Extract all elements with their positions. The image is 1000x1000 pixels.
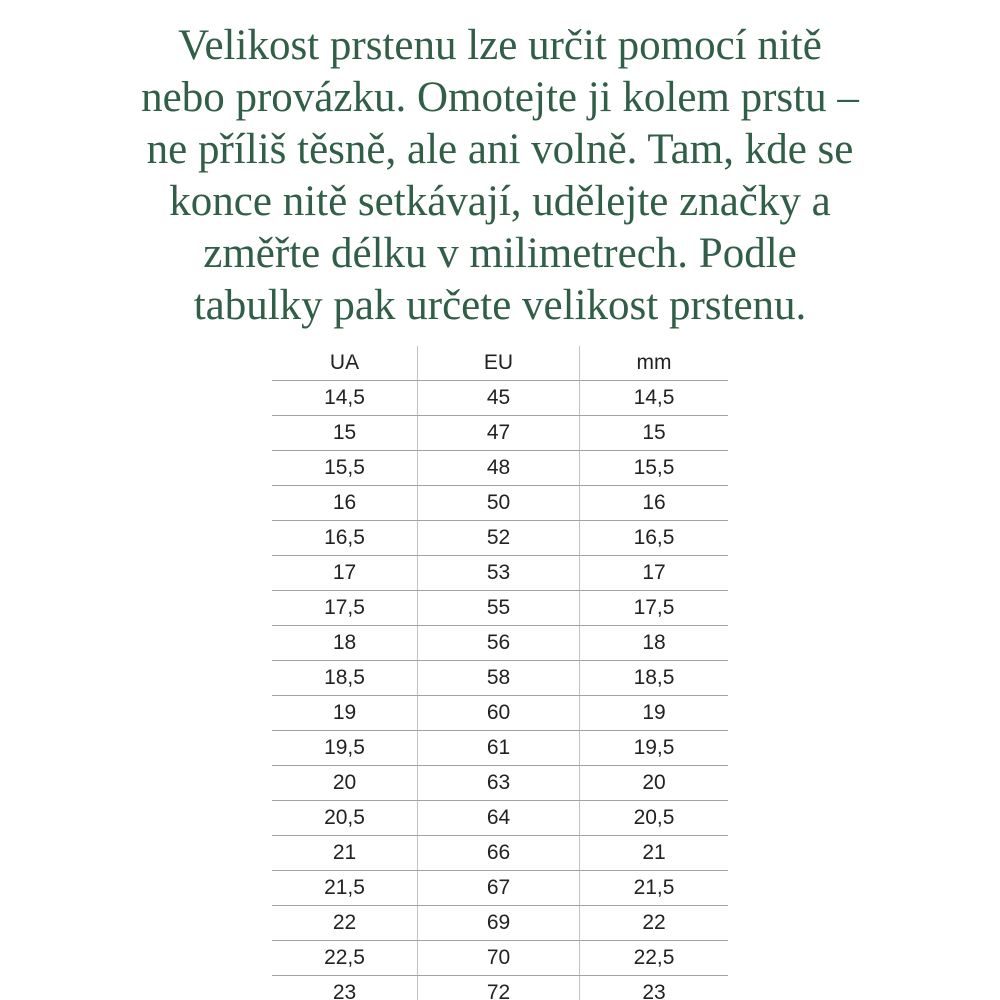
table-row: [272, 626, 728, 661]
table-cell: 17,5: [633, 596, 675, 619]
table-cell: 47: [418, 416, 580, 450]
table-cell: 22,5: [272, 941, 418, 975]
table-row: [272, 871, 728, 906]
table-row: [272, 836, 728, 871]
table-cell: 58: [418, 661, 580, 695]
table-cell: 18: [272, 626, 418, 660]
table-cell: 16: [642, 491, 666, 514]
table-cell: 22: [272, 906, 418, 940]
table-cell: 17: [642, 561, 666, 584]
table-cell: 66: [418, 836, 580, 870]
page: [0, 20, 1000, 1000]
header-cell-mm: mm: [636, 351, 672, 374]
table-cell: 19,5: [272, 731, 418, 765]
table-cell: 53: [418, 556, 580, 590]
table-header-row: [272, 346, 728, 381]
table-row: [272, 906, 728, 941]
table-cell: 48: [418, 451, 580, 485]
table-cell: 70: [418, 941, 580, 975]
table-cell: 14,5: [272, 381, 418, 415]
intro-line: nebo provázku. Omotejte ji kolem prstu –: [141, 74, 859, 121]
table-row: [272, 696, 728, 731]
intro-line: Velikost prstenu lze určit pomocí nitě: [178, 22, 822, 69]
table-cell: 22: [642, 911, 666, 934]
table-cell: 50: [418, 486, 580, 520]
table-cell: 15: [272, 416, 418, 450]
table-cell: 18,5: [272, 661, 418, 695]
table-row: [272, 486, 728, 521]
table-cell: 21: [272, 836, 418, 870]
table-cell: 21: [642, 841, 666, 864]
table-cell: 55: [418, 591, 580, 625]
header-cell-ua: UA: [272, 346, 418, 380]
table-cell: 72: [418, 976, 580, 1000]
table-cell: 23: [642, 981, 666, 1000]
table-row: [272, 381, 728, 416]
table-cell: 17,5: [272, 591, 418, 625]
table-row: [272, 941, 728, 976]
table-row: [272, 766, 728, 801]
table-cell: 60: [418, 696, 580, 730]
table-cell: 15,5: [633, 456, 675, 479]
table-cell: 19,5: [633, 736, 675, 759]
table-row: [272, 416, 728, 451]
table-row: [272, 976, 728, 1000]
table-cell: 52: [418, 521, 580, 555]
intro-line: konce nitě setkávají, udělejte značky a: [169, 178, 831, 225]
table-row: [272, 521, 728, 556]
table-cell: 20,5: [633, 806, 675, 829]
table-cell: 16,5: [633, 526, 675, 549]
table-row: [272, 661, 728, 696]
table-cell: 15: [642, 421, 666, 444]
table-cell: 19: [272, 696, 418, 730]
table-row: [272, 451, 728, 486]
size-table-body: [272, 381, 728, 1000]
table-cell: 20: [272, 766, 418, 800]
table-cell: 45: [418, 381, 580, 415]
intro-line: tabulky pak určete velikost prstenu.: [193, 282, 807, 329]
table-cell: 20,5: [272, 801, 418, 835]
table-cell: 16,5: [272, 521, 418, 555]
table-cell: 21,5: [633, 876, 675, 899]
header-cell-eu: EU: [418, 346, 580, 380]
table-cell: 64: [418, 801, 580, 835]
table-cell: 17: [272, 556, 418, 590]
table-cell: 14,5: [633, 386, 675, 409]
table-row: [272, 731, 728, 766]
table-cell: 20: [642, 771, 666, 794]
intro-line: ne příliš těsně, ale ani volně. Tam, kde se: [146, 126, 854, 173]
table-cell: 69: [418, 906, 580, 940]
table-cell: 61: [418, 731, 580, 765]
table-cell: 22,5: [633, 946, 675, 969]
table-cell: 67: [418, 871, 580, 905]
table-row: [272, 591, 728, 626]
table-cell: 18: [642, 631, 666, 654]
intro-line: změřte délku v milimetrech. Podle: [203, 230, 797, 277]
table-cell: 56: [418, 626, 580, 660]
intro-paragraph: [0, 20, 1000, 332]
table-cell: 16: [272, 486, 418, 520]
table-row: [272, 556, 728, 591]
table-cell: 21,5: [272, 871, 418, 905]
table-cell: 15,5: [272, 451, 418, 485]
table-cell: 19: [642, 701, 666, 724]
table-cell: 23: [272, 976, 418, 1000]
table-cell: 18,5: [633, 666, 675, 689]
size-table: [272, 346, 728, 1000]
table-row: [272, 801, 728, 836]
table-cell: 63: [418, 766, 580, 800]
